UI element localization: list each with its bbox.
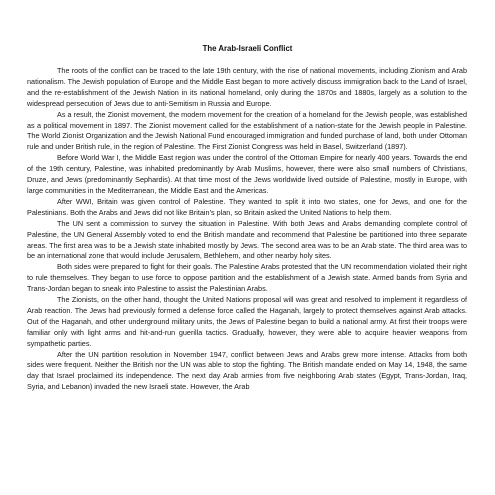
document-title: The Arab-Israeli Conflict bbox=[202, 44, 293, 53]
paragraph-zionists: The Zionists, on the other hand, thought the United Nations proposal will was great and resolved to implement it regardless of Arab reaction. The Jews had previously formed a defense force called the Haganah, largely to protect themselves against Arab attacks. Out of the Haganah, and other underground military units, the Jews of Palestine began to build a national army. At first their troops were familiar only with light arms and hit-and-run guerilla tactics. Gradually, however, they were able to acquire heavier weapons from sympathetic parties. bbox=[27, 295, 467, 348]
document-body bbox=[27, 66, 467, 393]
paragraph-both-sides: Both sides were prepared to fight for their goals. The Palestine Arabs protested that the UN recommendation violated their right to rule themselves. They began to use force to oppose partition and the establishment of a Jewish state. Armed bands from Syria and Trans-Jordan began to sneak into Palestine to assist the Palestinian Arabs. bbox=[27, 262, 467, 294]
paragraph-ottoman-empire: Before World War I, the Middle East region was under the control of the Ottoman Empire for nearly 400 years. Towards the end of the 19th century, Palestine, was inhabited predominantly by Arab Muslims, however, there were also small numbers of Christians, Druze, and Jews (predominantly Sephardis). At that time most of the Jews worldwide lived outside of Palestine, mostly in Europe, with large communities in the Mediterranean, the Middle East and the Americas. bbox=[27, 153, 467, 195]
paragraph-un-commission: The UN sent a commission to survey the situation in Palestine. With both Jews and Arabs demanding complete control of Palestine, the UN General Assembly voted to end the British mandate and recommend that Palestine be partitioned into three separate areas. The first area was to be a Jewish state inhabited mostly by Jews. The second area was to be an Arab state. The third area was to be an international zone that would include Jerusalem, Bethlehem, and other nearby holy sites. bbox=[27, 218, 467, 261]
paragraph-origins: The roots of the conflict can be traced to the late 19th century, with the rise of national movements, including Zionism and Arab nationalism. The Jewish population of Europe and the Middle East began to more actively discuss immigration back to the Land of Israel, and the re-establishment of the Jewish Nation in its national homeland, only during the 1870s and 1880s, largely as a solution to the widespread persecution of Jews due to anti-Semitism in Russia and Europe. bbox=[27, 66, 467, 108]
paragraph-partition-resolution: After the UN partition resolution in November 1947, conflict between Jews and Arabs grew more intense. Attacks from both sides were frequent. Neither the British nor the UN was able to stop the fighting. The British mandate ended on May 14, 1948, the same day that Israel proclaimed its independence. The next day Arab armies from five neighboring Arab states (Egypt, Trans-Jordan, Iraq, Syria, and Lebanon) invaded the new Israeli state. However, the Arab bbox=[27, 349, 467, 392]
paragraph-zionist-movement: As a result, the Zionist movement, the modern movement for the creation of a homeland for the Jewish people, was established as a political movement in 1897. The Zionist movement called for the establishment of a nation-state for the Jewish people in Palestine. The World Zionist Organization and the Jewish National Fund encouraged immigration and funded purchase of land, both under Ottoman rule and under British rule, in the region of Palestine. The First Zionist Congress was held in Basel, Switzerland (1897). bbox=[27, 109, 467, 152]
paragraph-british-control: After WWI, Britain was given control of Palestine. They wanted to split it into two states, one for Jews, and one for the Palestinians. Both the Arabs and Jews did not like Britain's plan, so Britain asked the United Nations to help them. bbox=[27, 196, 467, 217]
